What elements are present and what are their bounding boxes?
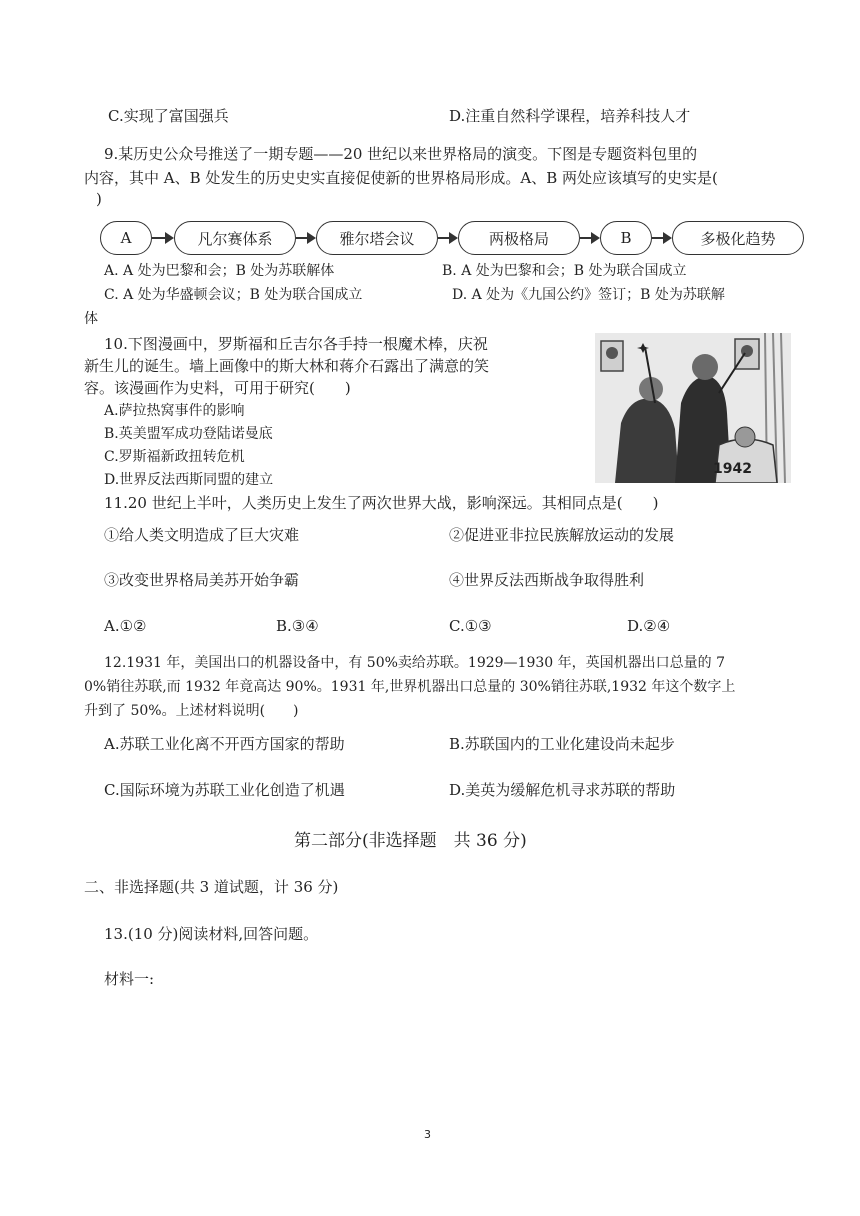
q9-option-a: A. A 处为巴黎和会；B 处为苏联解体 <box>104 263 335 279</box>
q11-item3: ③改变世界格局美苏开始争霸 <box>104 571 300 589</box>
flow-node-yalta: 雅尔塔会议 <box>316 221 438 255</box>
q12-option-a: A.苏联工业化离不开西方国家的帮助 <box>104 735 345 753</box>
part2-section-heading: 二、非选择题(共 3 道试题，计 36 分) <box>84 878 339 896</box>
q10-stem-line3: 容。该漫画作为史料，可用于研究( ) <box>84 379 351 397</box>
flow-arrow <box>296 237 314 239</box>
q10-option-b: B.英美盟军成功登陆诺曼底 <box>104 426 273 442</box>
flow-node-multipolar: 多极化趋势 <box>672 221 804 255</box>
q10-option-a: A.萨拉热窝事件的影响 <box>104 403 245 419</box>
q8-option-c: C.实现了富国强兵 <box>108 107 229 125</box>
cartoon-image <box>595 333 791 483</box>
flow-arrow <box>438 237 456 239</box>
q9-stem-line3: ) <box>96 190 102 208</box>
q11-item1: ①给人类文明造成了巨大灾难 <box>104 526 300 544</box>
q12-stem-line1: 12.1931 年，美国出口的机器设备中，有 50%卖给苏联。1929—1930 年，英国机器出口总量的 7 <box>104 655 725 671</box>
q10-option-c: C.罗斯福新政扭转危机 <box>104 449 245 465</box>
q12-option-d: D.美英为缓解危机寻求苏联的帮助 <box>449 781 676 799</box>
flow-arrow <box>652 237 670 239</box>
page-number: 3 <box>424 1128 431 1141</box>
q12-stem-line3: 升到了 50%。上述材料说明( ) <box>84 703 299 719</box>
q11-item4: ④世界反法西斯战争取得胜利 <box>449 571 645 589</box>
q12-option-b: B.苏联国内的工业化建设尚未起步 <box>449 735 675 753</box>
flow-arrow <box>152 237 172 239</box>
q9-option-d: D. A 处为《九国公约》签订；B 处为苏联解 <box>452 287 725 303</box>
q11-option-b: B.③④ <box>276 617 319 635</box>
q11-stem: 11.20 世纪上半叶，人类历史上发生了两次世界大战，影响深远。其相同点是( ) <box>104 494 659 512</box>
q11-item2: ②促进亚非拉民族解放运动的发展 <box>449 526 675 544</box>
part2-title: 第二部分(非选择题 共 36 分) <box>294 831 527 851</box>
q10-option-d: D.世界反法西斯同盟的建立 <box>104 472 274 488</box>
flow-node-a: A <box>100 221 152 255</box>
pattern-flow-diagram <box>96 215 808 265</box>
q8-option-d: D.注重自然科学课程，培养科技人才 <box>449 107 691 125</box>
material-one-label: 材料一: <box>104 970 155 988</box>
q11-option-c: C.①③ <box>449 617 492 635</box>
q12-stem-line2: 0%销往苏联,而 1932 年竟高达 90%。1931 年,世界机器出口总量的 30%销往苏联,1932 年这个数字上 <box>84 679 736 695</box>
q9-option-c: C. A 处为华盛顿会议；B 处为联合国成立 <box>104 287 363 303</box>
flow-node-bipolar: 两极格局 <box>458 221 580 255</box>
q9-stem-line1: 9.某历史公众号推送了一期专题——20 世纪以来世界格局的演变。下图是专题资料包里的 <box>104 145 698 163</box>
q9-option-d-cont: 体 <box>84 311 98 327</box>
flow-arrow <box>580 237 598 239</box>
cartoon-year: 1942 <box>713 461 752 477</box>
q10-stem-line1: 10.下图漫画中，罗斯福和丘吉尔各手持一根魔术棒，庆祝 <box>104 335 488 353</box>
q9-stem-line2: 内容，其中 A、B 处发生的历史史实直接促使新的世界格局形成。A、B 两处应该填写的史实是( <box>84 169 718 187</box>
q9-option-b: B. A 处为巴黎和会；B 处为联合国成立 <box>442 263 687 279</box>
q11-option-a: A.①② <box>104 617 147 635</box>
q11-option-d: D.②④ <box>627 617 671 635</box>
q10-stem-line2: 新生儿的诞生。墙上画像中的斯大林和蒋介石露出了满意的笑 <box>84 357 490 375</box>
flow-node-versailles: 凡尔赛体系 <box>174 221 296 255</box>
q13-stem: 13.(10 分)阅读材料,回答问题。 <box>104 925 319 943</box>
q12-option-c: C.国际环境为苏联工业化创造了机遇 <box>104 781 345 799</box>
flow-node-b: B <box>600 221 652 255</box>
